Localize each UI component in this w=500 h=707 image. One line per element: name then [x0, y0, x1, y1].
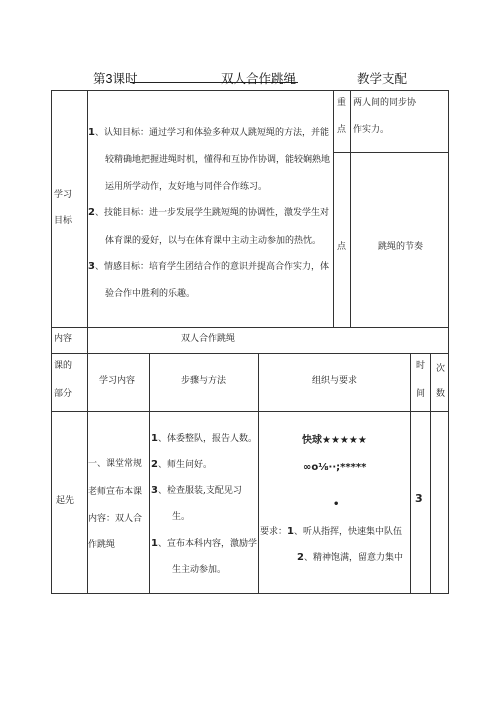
- goal-1-number: 1: [88, 127, 95, 138]
- col-time-2: 间: [416, 389, 426, 399]
- goal-1-line-2: 较精确地把握进绳时机，懂得和互协作协调，能较娴熟地: [105, 155, 331, 165]
- learn-line-2: 老师宣布本课: [88, 487, 143, 497]
- step-2-text: 、师生问好。: [158, 460, 213, 470]
- col-time-1: 时: [416, 361, 426, 371]
- col-steps-methods: 步骤与方法: [181, 376, 227, 386]
- key-point-label-2: 点: [337, 125, 347, 135]
- goal-3-line-2: 验合作中胜利的乐趣。: [105, 289, 196, 299]
- col-organization: 组织与要求: [312, 376, 358, 386]
- step-3-text: 、检查服装,支配见习: [158, 486, 242, 496]
- goal-3-line-1: 、情感目标：培育学生团结合作的意识并提高合作实力，体: [95, 262, 330, 272]
- part-start: 起先: [56, 496, 75, 506]
- plan-label: 教学支配: [357, 72, 408, 86]
- difficulty-label: 点: [337, 242, 347, 252]
- lesson-topic: 双人合作跳绳: [221, 72, 297, 86]
- step-1-text: 、体委整队，报告人数。: [158, 434, 258, 444]
- key-point-text-1: 两人间的同步协: [353, 98, 417, 108]
- learn-line-4: 作跳绳: [88, 540, 116, 550]
- formation-line-1: 快球★★★★★: [302, 435, 367, 446]
- goals-label-1: 学习: [54, 190, 73, 200]
- req-2-text: 、精神饱满，留意力集中: [304, 553, 404, 563]
- req-1-number: 1: [287, 526, 294, 537]
- goal-2-line-2: 体育课的爱好，以与在体育课中主动主动参加的热忱。: [105, 236, 322, 246]
- step-1-number: 1: [151, 433, 158, 444]
- step-4-text: 、宣布本科内容，激励学: [158, 539, 258, 549]
- goal-1-line-1: 、认知目标：通过学习和体验多种双人跳短绳的方法，并能: [95, 128, 330, 138]
- col-learning-content: 学习内容: [99, 376, 136, 386]
- goal-3-number: 3: [88, 261, 95, 272]
- col-part-1: 课的: [54, 361, 73, 371]
- step-2-number: 2: [151, 459, 158, 470]
- requirements-prefix: 要求：: [260, 527, 288, 537]
- goal-1-line-3: 运用所学动作，友好地与同伴合作练习。: [105, 182, 268, 192]
- step-3-cont: 生。: [172, 512, 191, 522]
- step-4-cont: 生主动参加。: [172, 565, 227, 575]
- formation-line-3: •: [333, 499, 340, 510]
- content-label: 内容: [54, 334, 73, 344]
- col-count-2: 数: [436, 389, 446, 399]
- col-count-1: 次: [436, 364, 446, 374]
- key-point-text-2: 作实力。: [353, 125, 390, 135]
- lesson-number: 第3课时: [93, 72, 138, 86]
- req-1-text: 、听从指挥，快速集中队伍: [294, 527, 403, 537]
- step-4-number: 1: [151, 538, 158, 549]
- col-part-2: 部分: [54, 389, 73, 399]
- goals-label-2: 目标: [54, 216, 73, 226]
- goal-2-number: 2: [88, 207, 95, 218]
- difficulty-text: 跳绳的节奏: [378, 242, 424, 252]
- step-3-number: 3: [151, 485, 158, 496]
- goal-2-line-1: 、技能目标：进一步发展学生跳短绳的协调性，激发学生对: [95, 208, 330, 218]
- content-value: 双人合作跳绳: [181, 334, 236, 344]
- learn-line-3: 内容：双人合: [88, 514, 143, 524]
- key-point-label-1: 重: [337, 98, 347, 108]
- req-2-number: 2: [297, 552, 304, 563]
- learn-line-1: 一、课堂常规: [88, 459, 143, 469]
- time-value: 3: [415, 492, 423, 505]
- formation-line-2: ∞o⅛∙∙;*****: [303, 462, 367, 473]
